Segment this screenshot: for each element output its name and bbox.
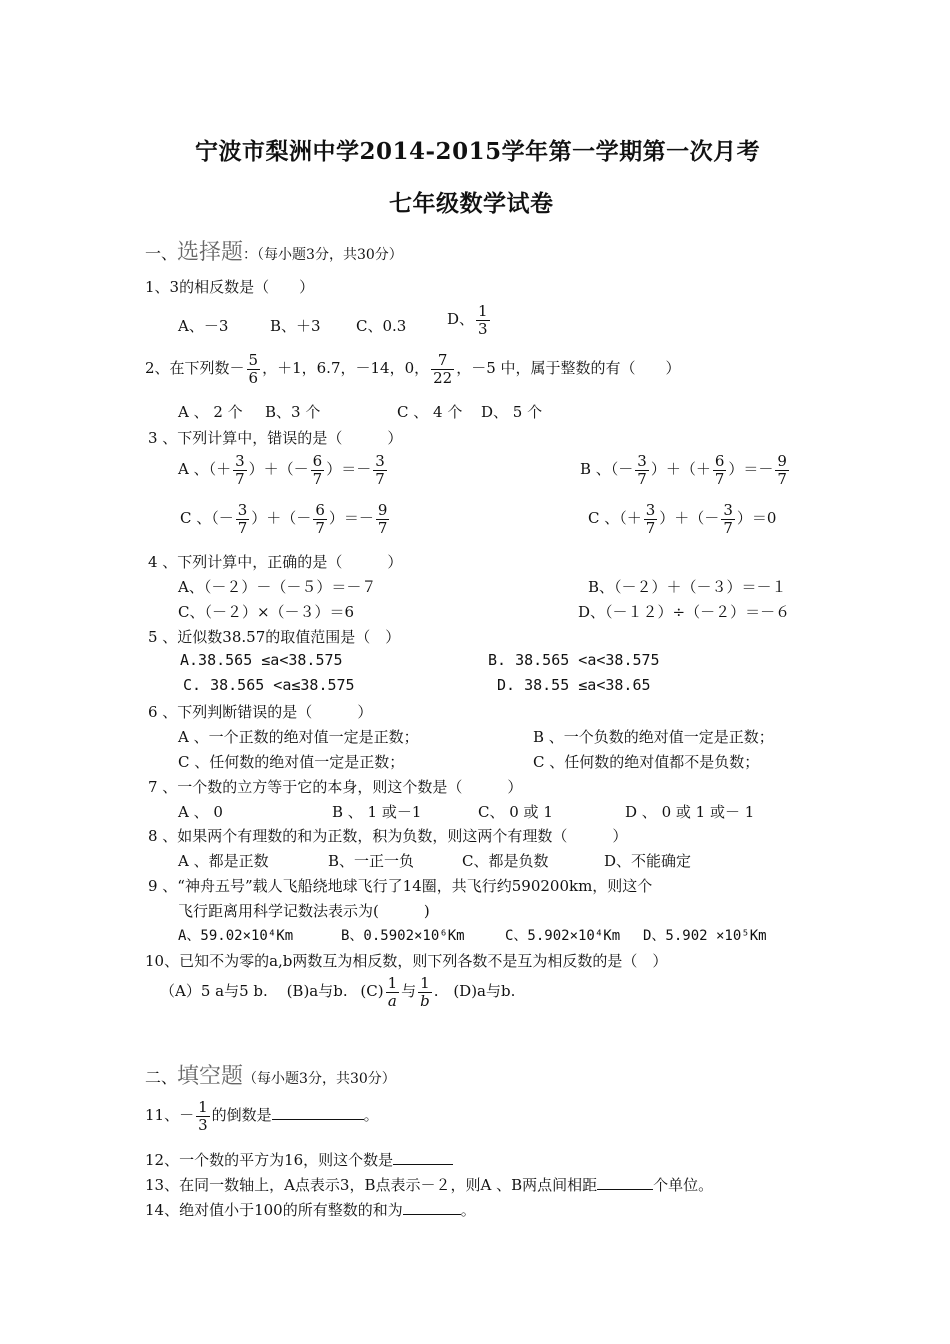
- q5-option-a: A.38.565 ≤a<38.575: [180, 651, 343, 669]
- q4-option-d: D、（－１２）÷（－２）＝－６: [578, 603, 791, 621]
- q10-option-c: (C) $\frac{1}{a}$ 与 $\frac{1}{b}$ .: [360, 974, 439, 1010]
- q1-option-c: C、0.3: [356, 317, 407, 335]
- q2-option-d: D、 5 个: [481, 403, 543, 421]
- fraction-one-third: $\frac{1}{3}$: [478, 302, 488, 338]
- q11: 11、－ $\frac{1}{3}$ 的倒数是 。: [145, 1098, 379, 1134]
- section-1-heading: 一、选择题：（每小题3分，共30分）: [145, 240, 403, 265]
- q2-option-c: C 、 4 个: [397, 403, 463, 421]
- q10-option-a: （A）5 a与5 b.: [160, 982, 268, 1000]
- q8-option-a: A 、都是正数: [178, 852, 269, 870]
- q7-option-d: D 、 0 或 1 或－ 1: [625, 803, 755, 821]
- q7-option-c: C、 0 或 1: [478, 803, 553, 821]
- q8-option-c: C、都是负数: [462, 852, 549, 870]
- q5-stem: 5 、近似数38.57的取值范围是（ ）: [148, 628, 401, 646]
- fraction-one-third: $\frac{1}{3}$: [198, 1098, 208, 1134]
- q11-answer-blank[interactable]: [272, 1105, 364, 1120]
- q5-option-d: D. 38.55 ≤a<38.65: [497, 676, 651, 694]
- q5-option-c: C. 38.565 <a≤38.575: [183, 676, 355, 694]
- q13: 13、在同一数轴上，A点表示3，B点表示－２，则A 、B两点间相距 个单位。: [145, 1176, 714, 1194]
- q13-answer-blank[interactable]: [597, 1175, 653, 1190]
- q3-option-a: A 、（＋ $\frac{3}{7}$ ）＋（－ $\frac{6}{7}$ ）＝－ $\frac{3}{7}$: [178, 452, 385, 488]
- q3-option-b: B 、（－ $\frac{3}{7}$ ）＋（＋ $\frac{6}{7}$ ）＝－ $\frac{9}{7}$: [580, 452, 787, 488]
- q2-option-b: B、3 个: [265, 403, 321, 421]
- q5-option-b: B. 38.565 <a<38.575: [488, 651, 660, 669]
- q9-stem-line2: 飞行距离用科学记数法表示为( ): [178, 902, 430, 920]
- q8-option-b: B、一正一负: [328, 852, 415, 870]
- q10-option-b: (B)a与b.: [286, 982, 348, 1000]
- exam-title: 宁波市梨洲中学2014-2015学年第一学期第一次月考: [195, 138, 761, 165]
- q2-option-a: A 、 2 个: [178, 403, 243, 421]
- q1-option-d: D、 $\frac{1}{3}$: [447, 302, 488, 338]
- q6-option-b: B 、一个负数的绝对值一定是正数；: [533, 728, 774, 746]
- q3-stem: 3 、下列计算中，错误的是（ ）: [148, 429, 403, 447]
- q8-stem: 8 、如果两个有理数的和为正数，积为负数，则这两个有理数（ ）: [148, 827, 628, 845]
- q1-option-a: A、－3: [178, 317, 229, 335]
- fraction-seven-22nds: $\frac{7}{22}$: [433, 351, 453, 387]
- q14: 14、绝对值小于100的所有整数的和为 。: [145, 1201, 476, 1219]
- q12: 12、一个数的平方为16，则这个数是: [145, 1149, 453, 1170]
- exam-subtitle: 七年级数学试卷: [389, 190, 554, 217]
- q9-option-d: D、5.902 ×10⁵Km: [643, 928, 767, 944]
- q6-stem: 6 、下列判断错误的是（ ）: [148, 703, 373, 721]
- section-2-heading: 二、填空题（每小题3分，共30分）: [145, 1064, 396, 1089]
- section-2-name: 填空题: [177, 1064, 244, 1089]
- q4-stem: 4 、下列计算中，正确的是（ ）: [148, 553, 403, 571]
- q10-options: [160, 975, 515, 1009]
- q10-option-d: (D)a与b.: [453, 982, 516, 1000]
- fraction-five-sixths: $\frac{5}{6}$: [248, 351, 259, 387]
- q3-option-c: C 、（－ $\frac{3}{7}$ ）＋（－ $\frac{6}{7}$ ）＝－ $\frac{9}{7}$: [180, 501, 388, 537]
- q12-answer-blank[interactable]: [393, 1150, 453, 1165]
- q8-option-d: D、不能确定: [604, 852, 692, 870]
- q7-stem: 7 、一个数的立方等于它的本身，则这个数是（ ）: [148, 778, 523, 796]
- q4-option-b: B、（－２）＋（－３）＝－１: [588, 578, 787, 596]
- q4-option-c: C、（－２）×（－３）＝6: [178, 603, 355, 621]
- section-1-name: 选择题: [177, 240, 244, 265]
- q9-option-c: C、5.902×10⁴Km: [505, 928, 621, 944]
- q1-stem: 1、3的相反数是（ ）: [145, 278, 315, 296]
- q9-option-a: A、59.02×10⁴Km: [178, 928, 294, 944]
- q6-option-c: C 、任何数的绝对值一定是正数；: [178, 753, 405, 771]
- q14-answer-blank[interactable]: [403, 1200, 461, 1215]
- q1-option-b: B、＋3: [270, 317, 321, 335]
- q2-stem: 2、在下列数－ $\frac{5}{6}$ ，＋1，6.7，－14，0， $\frac{7}{22}$ ，－5 中，属于整数的有（ ）: [145, 351, 681, 387]
- q6-option-d: C 、任何数的绝对值都不是负数；: [533, 753, 760, 771]
- q10-stem: 10、已知不为零的a,b两数互为相反数，则下列各数不是互为相反数的是（ ）: [145, 952, 668, 970]
- q9-option-b: B、0.5902×10⁶Km: [341, 928, 465, 944]
- q4-option-a: A、（－２）－（－５）＝－７: [178, 578, 377, 596]
- q3-option-d: C 、（＋ $\frac{3}{7}$ ）＋（－ $\frac{3}{7}$ ）＝0: [588, 501, 777, 537]
- q6-option-a: A 、一个正数的绝对值一定是正数；: [178, 728, 419, 746]
- q7-option-b: B 、 1 或－1: [332, 803, 422, 821]
- q7-option-a: A 、 0: [178, 803, 223, 821]
- q9-stem-line1: 9 、“神舟五号”载人飞船绕地球飞行了14圈，共飞行约590200km，则这个: [148, 877, 653, 895]
